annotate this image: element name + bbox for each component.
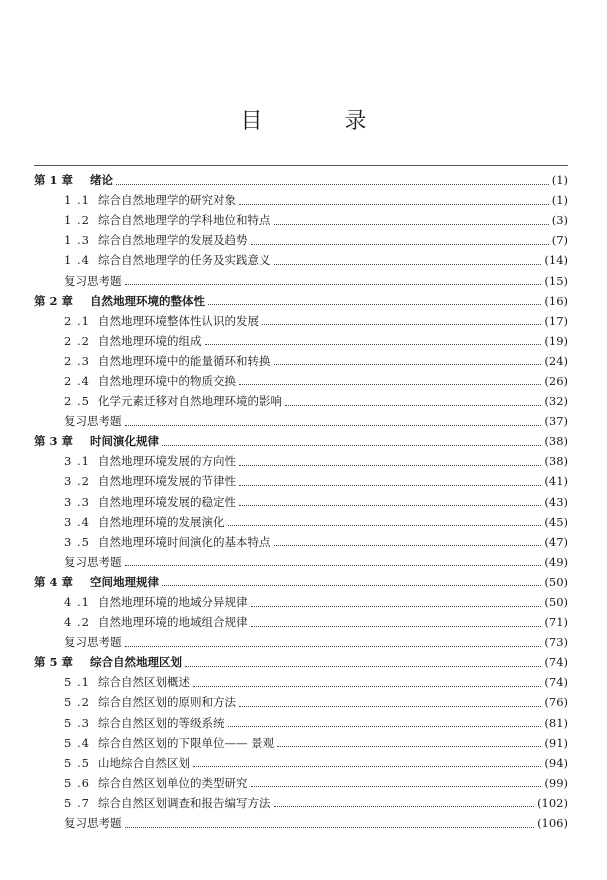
toc-review-row[interactable]: [34, 632, 568, 652]
toc-label: 自然地理环境的组成: [98, 333, 202, 348]
dot-leader: [125, 815, 535, 828]
toc-number: 1 .3: [64, 233, 90, 248]
toc-section-row[interactable]: [34, 471, 568, 491]
toc-label: 化学元素迁移对自然地理环境的影响: [98, 394, 282, 409]
toc-page-number: (26): [544, 373, 568, 388]
toc-page-number: (32): [544, 394, 568, 409]
toc-page-number: (38): [544, 434, 568, 449]
toc-label: 时间演化规律: [90, 434, 159, 449]
dot-leader: [274, 212, 549, 225]
toc-number: 1 .4: [64, 253, 90, 268]
toc-page-number: (50): [544, 574, 568, 589]
toc-section-row[interactable]: [34, 311, 568, 331]
dot-leader: [125, 634, 542, 647]
toc-label: 综合自然区划的下限单位—— 景观: [98, 735, 275, 750]
toc-section-row[interactable]: [34, 210, 568, 230]
dot-leader: [228, 714, 542, 727]
toc-number: 3 .4: [64, 514, 90, 529]
toc-page-number: (94): [544, 755, 568, 770]
toc-label: 综合自然地理学的任务及实践意义: [98, 253, 271, 268]
toc-section-row[interactable]: [34, 250, 568, 270]
toc-number: 5 .1: [64, 675, 90, 690]
toc-number: 2 .1: [64, 313, 90, 328]
toc-number: 5 .2: [64, 695, 90, 710]
toc-label: 复习思考题: [64, 273, 122, 288]
toc-label: 综合自然地理学的研究对象: [98, 193, 236, 208]
dot-leader: [228, 513, 542, 526]
toc-page-number: (1): [551, 193, 568, 208]
dot-leader: [251, 594, 542, 607]
toc-number: 3 .1: [64, 454, 90, 469]
toc-page-number: (49): [544, 554, 568, 569]
toc-label: 复习思考题: [64, 554, 122, 569]
toc-number: 5 .6: [64, 775, 90, 790]
toc-label: 自然地理环境的地域组合规律: [98, 615, 248, 630]
dot-leader: [274, 252, 542, 265]
toc-label: 综合自然区划概述: [98, 675, 190, 690]
toc-number: 4 .1: [64, 595, 90, 610]
toc-label: 自然地理环境发展的节律性: [98, 474, 236, 489]
toc-label: 自然地理环境的整体性: [90, 293, 205, 308]
toc-chapter-row[interactable]: [34, 431, 568, 451]
toc-label: 综合自然区划调查和报告编写方法: [98, 795, 271, 810]
toc-chapter-row[interactable]: [34, 291, 568, 311]
toc-number: 5 .3: [64, 715, 90, 730]
toc-page-number: (24): [544, 353, 568, 368]
toc-section-row[interactable]: [34, 451, 568, 471]
dot-leader: [239, 473, 541, 486]
toc-page-number: (41): [544, 474, 568, 489]
toc-page-number: (76): [544, 695, 568, 710]
toc-section-row[interactable]: [34, 532, 568, 552]
toc-number: 5 .5: [64, 755, 90, 770]
toc-page-number: (37): [544, 414, 568, 429]
toc-number: 2 .4: [64, 373, 90, 388]
toc-number: 4 .2: [64, 615, 90, 630]
toc-number: 5 .4: [64, 735, 90, 750]
toc-section-row[interactable]: [34, 371, 568, 391]
toc-section-row[interactable]: [34, 773, 568, 793]
toc-page-number: (16): [544, 293, 568, 308]
dot-leader: [251, 232, 549, 245]
toc-number: 第 4 章: [34, 574, 74, 589]
dot-leader: [239, 192, 549, 205]
toc-number: 第 2 章: [34, 293, 74, 308]
toc-label: 综合自然区划的原则和方法: [98, 695, 236, 710]
dot-leader: [277, 734, 541, 747]
toc-page-number: (1): [551, 173, 568, 188]
page-title: 目 录: [240, 109, 397, 134]
title-divider: [34, 165, 568, 166]
toc-chapter-row[interactable]: [34, 170, 568, 190]
toc-page-number: (74): [544, 675, 568, 690]
toc-label: 综合自然区划单位的类型研究: [98, 775, 248, 790]
toc-label: 综合自然地理区划: [90, 655, 182, 670]
toc-label: 空间地理规律: [90, 574, 159, 589]
toc-page-number: (73): [544, 635, 568, 650]
toc-label: 自然地理环境中的能量循环和转换: [98, 353, 271, 368]
toc-section-row[interactable]: [34, 230, 568, 250]
toc-number: 第 1 章: [34, 173, 74, 188]
toc-label: 自然地理环境的发展演化: [98, 514, 225, 529]
toc-label: 复习思考题: [64, 635, 122, 650]
toc-number: 第 5 章: [34, 655, 74, 670]
toc-label: 综合自然区划的等级系统: [98, 715, 225, 730]
toc-page-number: (19): [544, 333, 568, 348]
toc-page-number: (81): [544, 715, 568, 730]
dot-leader: [274, 533, 542, 546]
toc-number: 3 .2: [64, 474, 90, 489]
dot-leader: [239, 372, 541, 385]
toc-section-row[interactable]: [34, 512, 568, 532]
toc-number: 2 .5: [64, 394, 90, 409]
toc-page-number: (45): [544, 514, 568, 529]
toc-review-row[interactable]: [34, 552, 568, 572]
toc-label: 自然地理环境中的物质交换: [98, 373, 236, 388]
dot-leader: [239, 694, 541, 707]
toc-page-number: (47): [544, 534, 568, 549]
toc-page-number: (14): [544, 253, 568, 268]
toc-page-number: (74): [544, 655, 568, 670]
toc-page-number: (99): [544, 775, 568, 790]
toc-number: 2 .3: [64, 353, 90, 368]
toc-page-number: (71): [544, 615, 568, 630]
toc-page-number: (102): [537, 795, 568, 810]
toc-page-number: (15): [544, 273, 568, 288]
dot-leader: [193, 754, 541, 767]
toc-label: 自然地理环境发展的稳定性: [98, 494, 236, 509]
dot-leader: [116, 172, 549, 185]
toc-section-row[interactable]: [34, 692, 568, 712]
toc-label: 自然地理环境整体性认识的发展: [98, 313, 259, 328]
dot-leader: [251, 774, 542, 787]
dot-leader: [185, 654, 541, 667]
toc-section-row[interactable]: [34, 331, 568, 351]
toc-number: 2 .2: [64, 333, 90, 348]
dot-leader: [125, 553, 542, 566]
toc-page-number: (3): [551, 213, 568, 228]
toc-review-row[interactable]: [34, 411, 568, 431]
toc-page-number: (7): [551, 233, 568, 248]
toc-page-number: (106): [537, 816, 568, 831]
toc-section-row[interactable]: [34, 612, 568, 632]
toc-number: 5 .7: [64, 795, 90, 810]
toc-label: 山地综合自然区划: [98, 755, 190, 770]
toc-page-number: (38): [544, 454, 568, 469]
toc-section-row[interactable]: [34, 351, 568, 371]
dot-leader: [205, 332, 542, 345]
toc-chapter-row[interactable]: [34, 572, 568, 592]
toc-review-row[interactable]: [34, 813, 568, 833]
toc-label: 自然地理环境时间演化的基本特点: [98, 534, 271, 549]
toc-review-row[interactable]: [34, 270, 568, 290]
dot-leader: [262, 312, 541, 325]
toc-label: 复习思考题: [64, 816, 122, 831]
dot-leader: [285, 393, 541, 406]
toc-section-row[interactable]: [34, 733, 568, 753]
toc-section-row[interactable]: [34, 190, 568, 210]
dot-leader: [274, 352, 542, 365]
dot-leader: [239, 453, 541, 466]
toc-page-number: (17): [544, 313, 568, 328]
toc-number: 1 .2: [64, 213, 90, 228]
dot-leader: [162, 573, 541, 586]
table-of-contents: [34, 170, 568, 833]
toc-section-row[interactable]: [34, 753, 568, 773]
dot-leader: [125, 272, 542, 285]
toc-section-row[interactable]: [34, 492, 568, 512]
toc-label: 自然地理环境发展的方向性: [98, 454, 236, 469]
toc-section-row[interactable]: [34, 672, 568, 692]
dot-leader: [125, 413, 542, 426]
toc-label: 自然地理环境的地域分异规律: [98, 595, 248, 610]
dot-leader: [208, 292, 541, 305]
toc-chapter-row[interactable]: [34, 652, 568, 672]
toc-label: 综合自然地理学的学科地位和特点: [98, 213, 271, 228]
toc-number: 3 .5: [64, 534, 90, 549]
dot-leader: [251, 614, 542, 627]
toc-section-row[interactable]: [34, 713, 568, 733]
toc-section-row[interactable]: [34, 391, 568, 411]
dot-leader: [274, 794, 535, 807]
toc-number: 1 .1: [64, 193, 90, 208]
toc-label: 绪论: [90, 173, 113, 188]
toc-number: 第 3 章: [34, 434, 74, 449]
toc-page-number: (91): [544, 735, 568, 750]
toc-label: 综合自然地理学的发展及趋势: [98, 233, 248, 248]
toc-page-number: (50): [544, 595, 568, 610]
toc-section-row[interactable]: [34, 793, 568, 813]
toc-section-row[interactable]: [34, 592, 568, 612]
toc-label: 复习思考题: [64, 414, 122, 429]
dot-leader: [239, 493, 541, 506]
toc-page-number: (43): [544, 494, 568, 509]
dot-leader: [162, 433, 541, 446]
dot-leader: [193, 674, 541, 687]
toc-number: 3 .3: [64, 494, 90, 509]
